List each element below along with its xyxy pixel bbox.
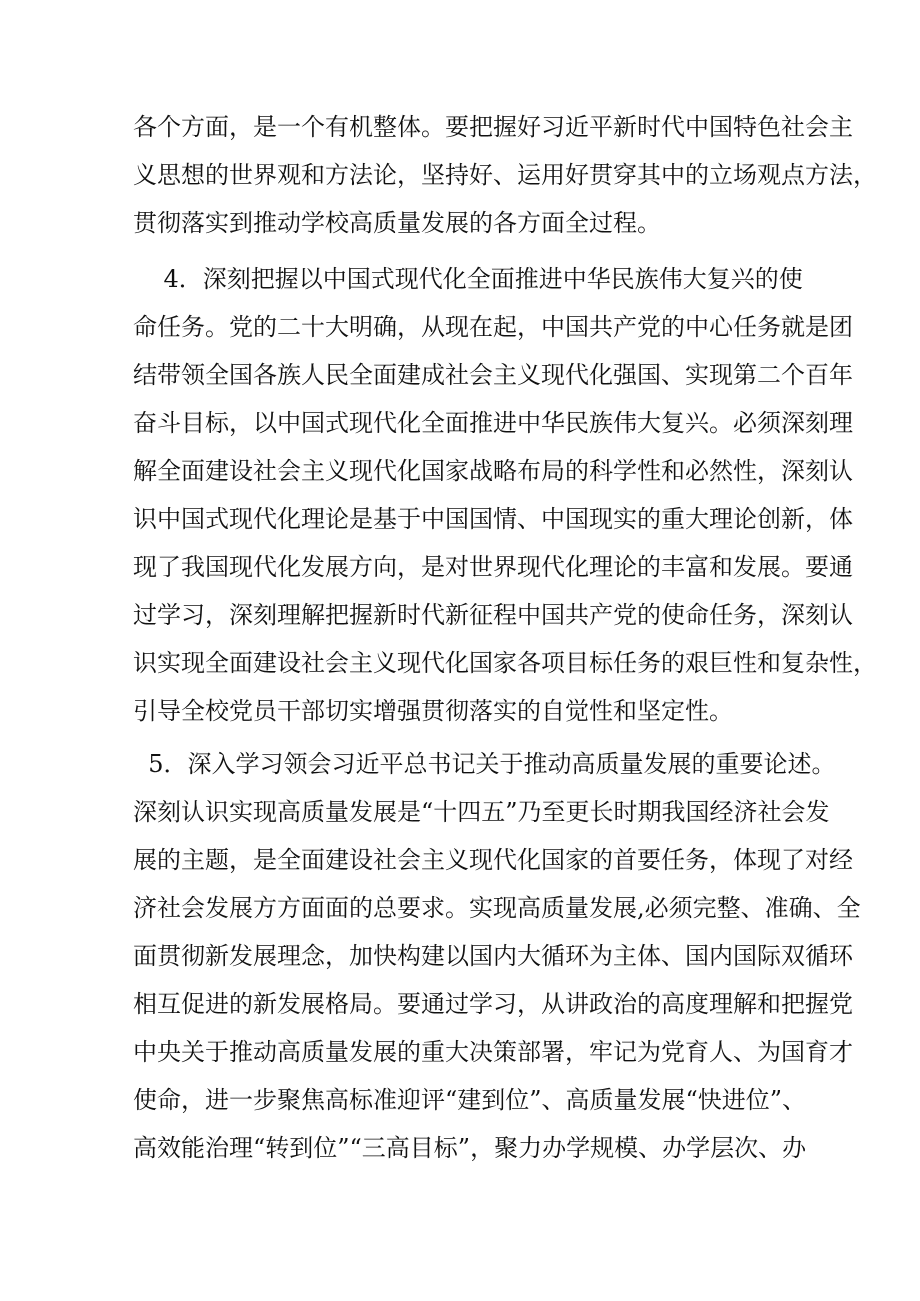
text-line: 贯彻落实到推动学校高质量发展的各方面全过程。: [133, 209, 661, 237]
text-line: 现了我国现代化发展方向，是对世界现代化理论的丰富和发展。要通: [133, 553, 853, 581]
text-line: 中央关于推动高质量发展的重大决策部署，牢记为党育人、为国育才: [133, 1038, 853, 1066]
text-line: 高效能治理“转到位”“三高目标”，聚力办学规模、办学层次、办: [133, 1134, 807, 1162]
text-line: 命任务。党的二十大明确，从现在起，中国共产党的中心任务就是团: [133, 313, 853, 341]
text-line: 各个方面，是一个有机整体。要把握好习近平新时代中国特色社会主: [133, 113, 853, 141]
text-line: 奋斗目标，以中国式现代化全面推进中华民族伟大复兴。必须深刻理: [133, 409, 853, 437]
text-line: 5．深入学习领会习近平总书记关于推动高质量发展的重要论述。: [133, 750, 836, 778]
paragraph-3: [133, 740, 861, 1172]
text-line: 识中国式现代化理论是基于中国国情、中国现实的重大理论创新，体: [133, 505, 853, 533]
text-line: 引导全校党员干部切实增强贯彻落实的自觉性和坚定性。: [133, 697, 733, 725]
text-line: 4．深刻把握以中国式现代化全面推进中华民族伟大复兴的使: [133, 265, 803, 293]
text-line: 面贯彻新发展理念，加快构建以国内大循环为主体、国内国际双循环: [133, 942, 853, 970]
text-line: 义思想的世界观和方法论，坚持好、运用好贯穿其中的立场观点方法，: [133, 161, 877, 189]
text-line: 展的主题，是全面建设社会主义现代化国家的首要任务，体现了对经: [133, 846, 853, 874]
text-line: 识实现全面建设社会主义现代化国家各项目标任务的艰巨性和复杂性，: [133, 649, 877, 677]
text-line: 济社会发展方方面面的总要求。实现高质量发展,必须完整、准确、全: [133, 894, 861, 922]
text-line: 相互促进的新发展格局。要通过学习，从讲政治的高度理解和把握党: [133, 990, 853, 1018]
text-line: 解全面建设社会主义现代化国家战略布局的科学性和必然性，深刻认: [133, 457, 853, 485]
text-line: 过学习，深刻理解把握新时代新征程中国共产党的使命任务，深刻认: [133, 601, 853, 629]
text-line: 使命，进一步聚焦高标准迎评“建到位”、高质量发展“快进位”、: [133, 1086, 807, 1114]
text-line: 深刻认识实现高质量发展是“十四五”乃至更长时期我国经济社会发: [133, 798, 830, 826]
paragraph-1: [133, 103, 877, 247]
paragraph-2: [133, 255, 877, 735]
text-line: 结带领全国各族人民全面建成社会主义现代化强国、实现第二个百年: [133, 361, 853, 389]
